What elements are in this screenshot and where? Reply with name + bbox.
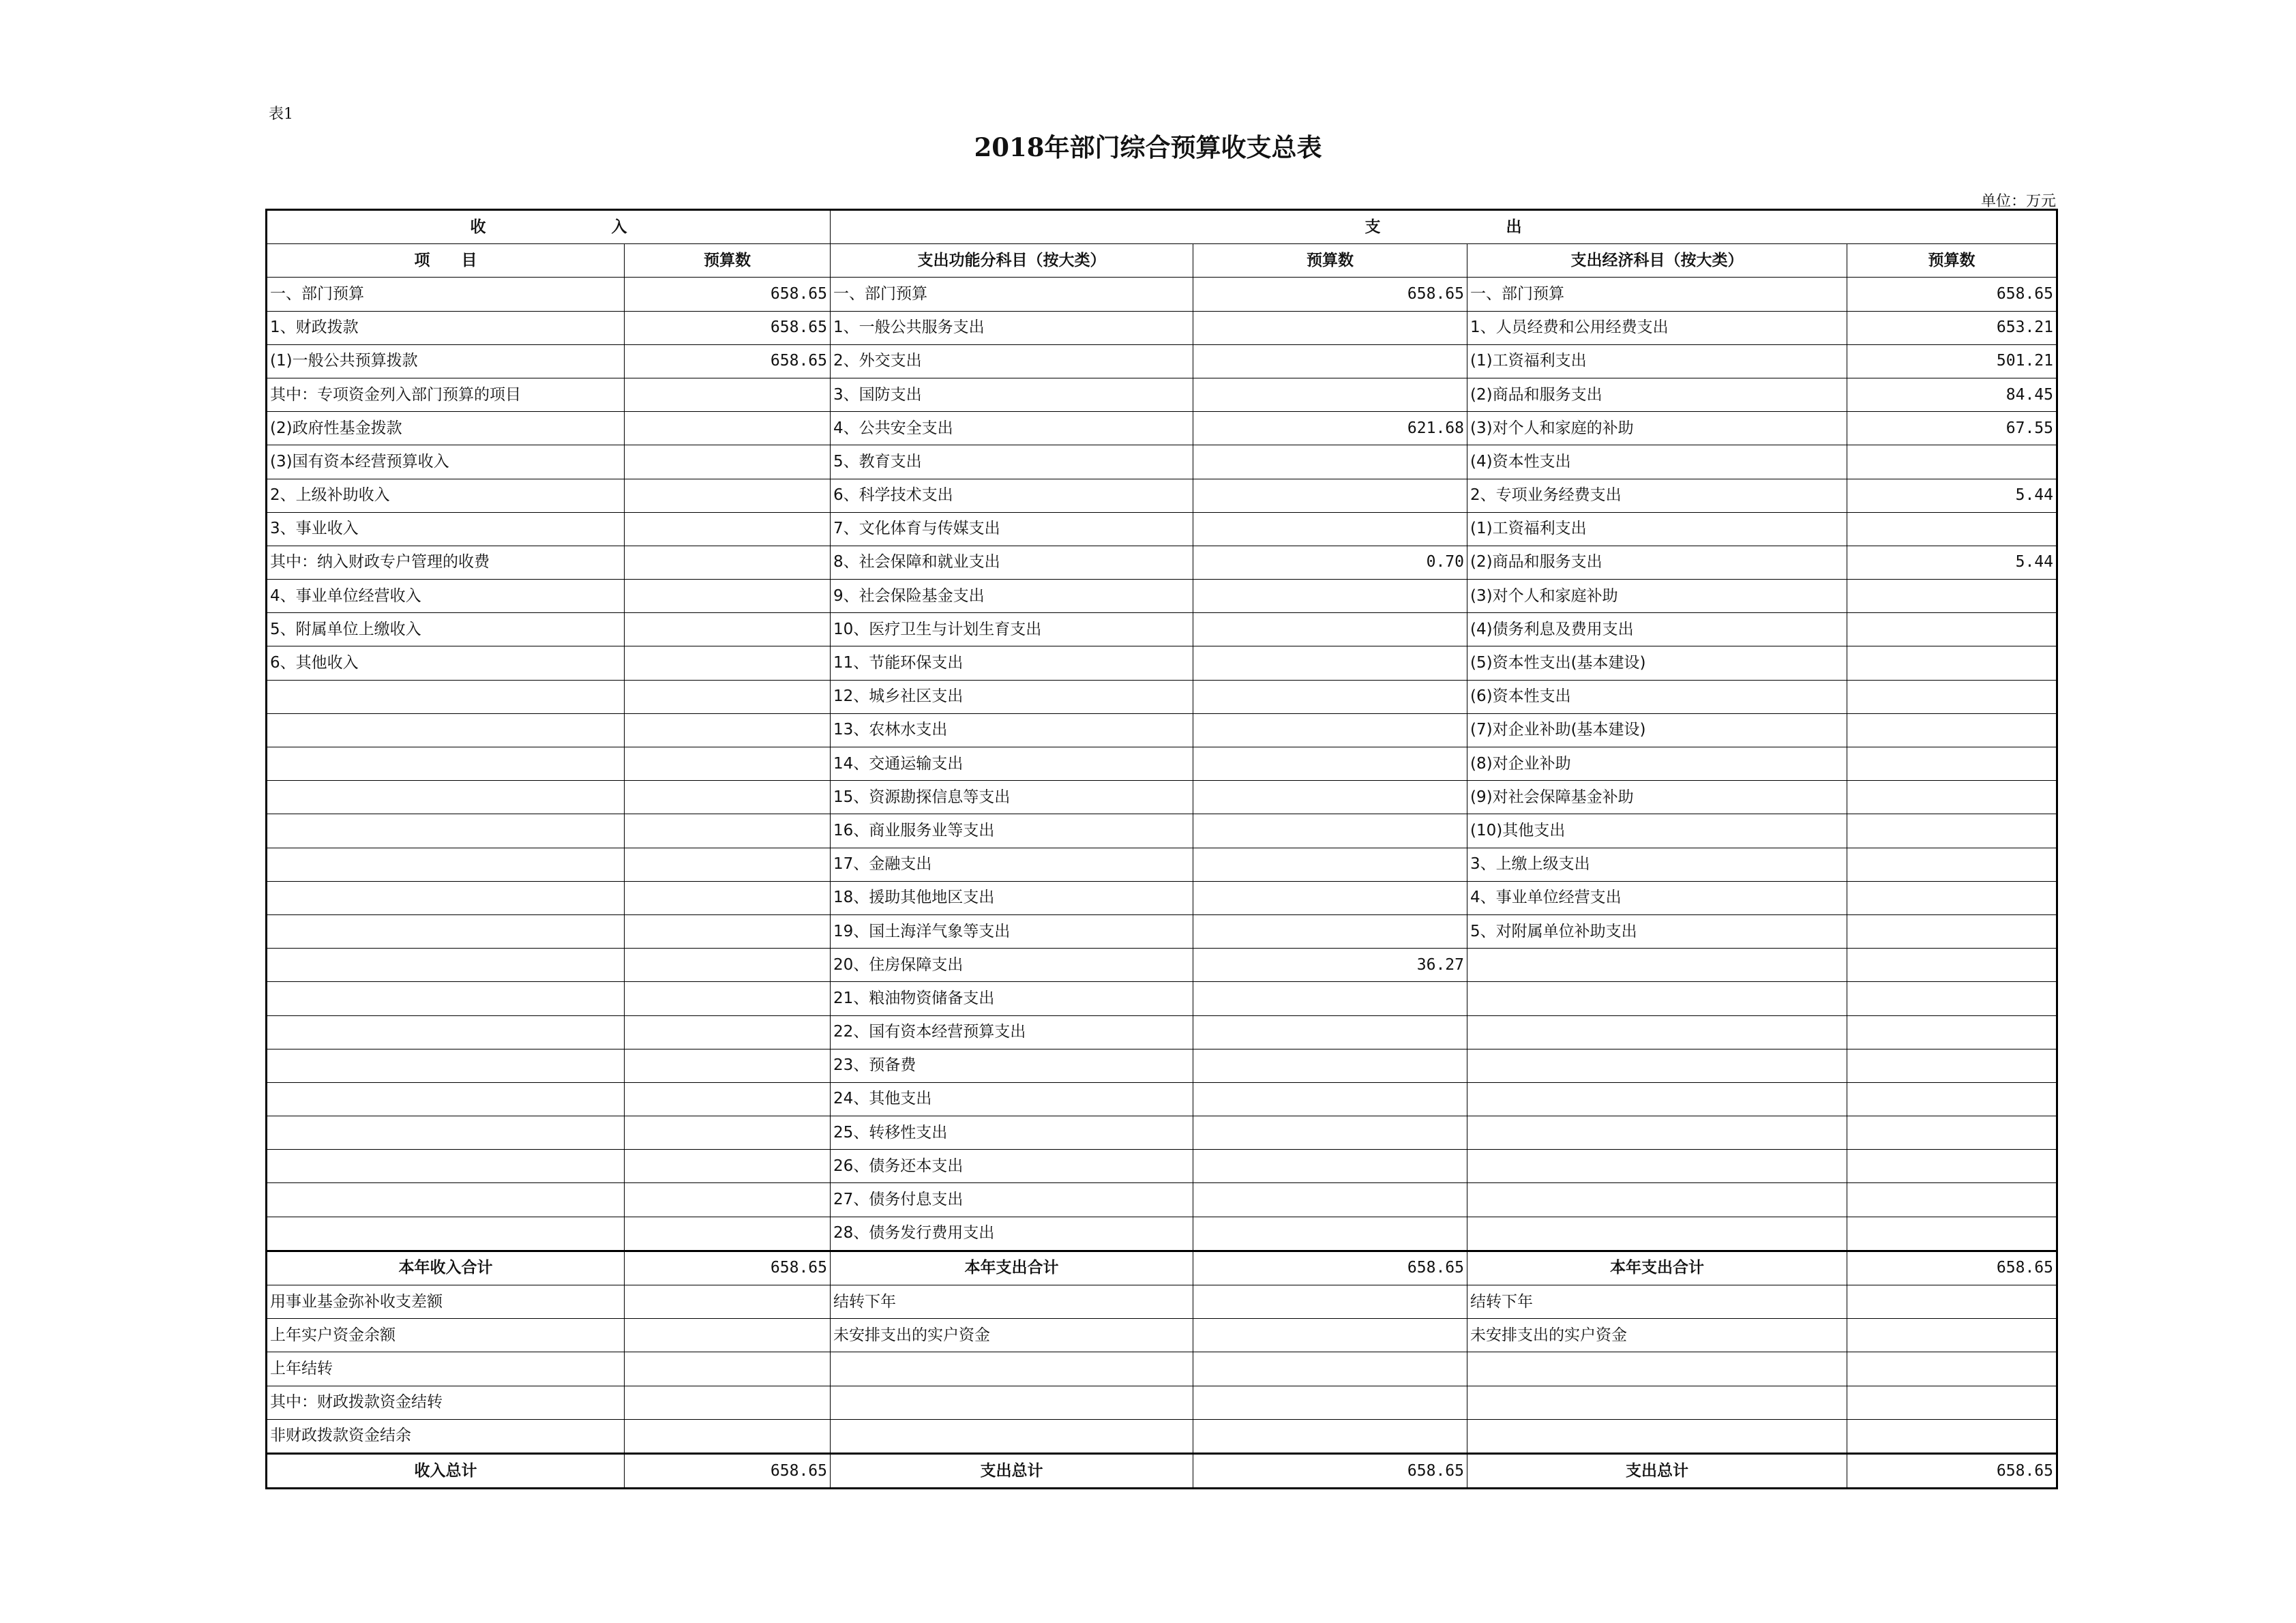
table-row <box>267 982 2057 1015</box>
income-item-cell <box>267 1116 625 1150</box>
income-budget-cell <box>625 1352 831 1386</box>
econ-class-cell: 2、专项业务经费支出 <box>1467 479 1847 512</box>
func-budget-cell <box>1193 1285 1467 1319</box>
func-class-cell: 10、医疗卫生与计划生育支出 <box>831 613 1193 646</box>
func-class-cell: 12、城乡社区支出 <box>831 680 1193 713</box>
func-class-cell: 25、转移性支出 <box>831 1116 1193 1150</box>
func-class-cell: 13、农林水支出 <box>831 713 1193 747</box>
subtotal-row-income-label: 本年收入合计 <box>267 1251 625 1285</box>
func-class-cell: 9、社会保险基金支出 <box>831 580 1193 613</box>
income-budget-cell <box>625 646 831 680</box>
econ-class-cell: 5、对附属单位补助支出 <box>1467 914 1847 948</box>
econ-budget-cell: 658.65 <box>1847 278 2057 311</box>
income-budget-cell <box>625 982 831 1015</box>
func-class-cell: 19、国土海洋气象等支出 <box>831 914 1193 948</box>
func-class-cell: 2、外交支出 <box>831 344 1193 378</box>
econ-budget-cell <box>1847 613 2057 646</box>
econ-class-cell: (4)资本性支出 <box>1467 445 1847 479</box>
func-budget-cell <box>1193 1352 1467 1386</box>
func-class-cell: 27、债务付息支出 <box>831 1183 1193 1217</box>
func-budget-cell <box>1193 680 1467 713</box>
econ-class-cell: 1、人员经费和公用经费支出 <box>1467 311 1847 344</box>
econ-class-cell <box>1467 1183 1847 1217</box>
func-budget-cell <box>1193 1116 1467 1150</box>
table-row <box>267 580 2057 613</box>
econ-budget-cell <box>1847 949 2057 982</box>
econ-class-cell: (10)其他支出 <box>1467 814 1847 848</box>
func-budget-cell: 36.27 <box>1193 949 1467 982</box>
income-budget-cell <box>625 747 831 781</box>
func-budget-cell <box>1193 1419 1467 1453</box>
func-budget-cell <box>1193 646 1467 680</box>
econ-budget-cell <box>1847 982 2057 1015</box>
table-row <box>267 1183 2057 1217</box>
econ-budget-cell: 501.21 <box>1847 344 2057 378</box>
econ-class-cell: (2)商品和服务支出 <box>1467 378 1847 411</box>
income-budget-cell <box>625 1183 831 1217</box>
func-budget-cell <box>1193 982 1467 1015</box>
econ-budget-cell: 5.44 <box>1847 546 2057 579</box>
subtotal-row-econ-value: 658.65 <box>1847 1251 2057 1285</box>
income-budget-cell <box>625 580 831 613</box>
income-item-cell <box>267 781 625 814</box>
subtotal-row-func-value: 658.65 <box>1193 1251 1467 1285</box>
income-item-cell <box>267 1183 625 1217</box>
func-budget-cell <box>1193 814 1467 848</box>
func-budget-cell <box>1193 914 1467 948</box>
income-item-cell <box>267 914 625 948</box>
func-class-cell: 一、部门预算 <box>831 278 1193 311</box>
func-budget-cell <box>1193 580 1467 613</box>
income-budget-cell <box>625 1015 831 1049</box>
econ-class-cell <box>1467 982 1847 1015</box>
column-header-row <box>267 244 2057 278</box>
econ-class-cell: 一、部门预算 <box>1467 278 1847 311</box>
func-budget-cell <box>1193 848 1467 881</box>
econ-class-cell: (5)资本性支出(基本建设) <box>1467 646 1847 680</box>
econ-budget-cell <box>1847 680 2057 713</box>
table-row <box>267 1386 2057 1419</box>
column-header-func-class: 支出功能分科目（按大类） <box>831 244 1193 278</box>
income-item-cell: 上年实户资金余额 <box>267 1319 625 1352</box>
income-item-cell: 其中：专项资金列入部门预算的项目 <box>267 378 625 411</box>
income-item-cell <box>267 881 625 914</box>
econ-class-cell: (8)对企业补助 <box>1467 747 1847 781</box>
income-budget-cell <box>625 814 831 848</box>
func-class-cell: 16、商业服务业等支出 <box>831 814 1193 848</box>
table-row <box>267 814 2057 848</box>
income-item-cell <box>267 814 625 848</box>
table-row <box>267 1015 2057 1049</box>
func-class-cell: 6、科学技术支出 <box>831 479 1193 512</box>
table-row <box>267 613 2057 646</box>
table-row <box>267 1352 2057 1386</box>
func-class-cell: 1、一般公共服务支出 <box>831 311 1193 344</box>
income-item-cell: 非财政拨款资金结余 <box>267 1419 625 1453</box>
income-budget-cell <box>625 479 831 512</box>
income-budget-cell <box>625 1386 831 1419</box>
econ-class-cell <box>1467 1386 1847 1419</box>
econ-budget-cell <box>1847 512 2057 546</box>
func-class-cell: 4、公共安全支出 <box>831 412 1193 445</box>
econ-class-cell: 4、事业单位经营支出 <box>1467 881 1847 914</box>
table-row <box>267 881 2057 914</box>
income-item-cell <box>267 1150 625 1183</box>
income-budget-cell <box>625 412 831 445</box>
econ-budget-cell <box>1847 881 2057 914</box>
econ-class-cell <box>1467 1419 1847 1453</box>
income-budget-cell <box>625 1319 831 1352</box>
table-row <box>267 646 2057 680</box>
econ-budget-cell <box>1847 1386 2057 1419</box>
grand-total-row-func-value: 658.65 <box>1193 1453 1467 1488</box>
func-budget-cell <box>1193 378 1467 411</box>
func-budget-cell <box>1193 311 1467 344</box>
income-item-cell: 2、上级补助收入 <box>267 479 625 512</box>
subtotal-row-func-label: 本年支出合计 <box>831 1251 1193 1285</box>
func-class-cell: 15、资源勘探信息等支出 <box>831 781 1193 814</box>
econ-class-cell: (3)对个人和家庭的补助 <box>1467 412 1847 445</box>
grand-total-row <box>267 1453 2057 1488</box>
income-budget-cell <box>625 445 831 479</box>
column-header-income-budget: 预算数 <box>625 244 831 278</box>
econ-class-cell: (9)对社会保障基金补助 <box>1467 781 1847 814</box>
income-item-cell: 一、部门预算 <box>267 278 625 311</box>
table-row <box>267 848 2057 881</box>
grand-total-row-econ-value: 658.65 <box>1847 1453 2057 1488</box>
income-budget-cell <box>625 546 831 579</box>
func-class-cell: 结转下年 <box>831 1285 1193 1319</box>
func-class-cell: 23、预备费 <box>831 1049 1193 1082</box>
econ-class-cell <box>1467 1352 1847 1386</box>
econ-budget-cell <box>1847 781 2057 814</box>
econ-budget-cell <box>1847 1183 2057 1217</box>
subtotal-row <box>267 1251 2057 1285</box>
income-item-cell <box>267 949 625 982</box>
income-budget-cell <box>625 512 831 546</box>
econ-budget-cell <box>1847 814 2057 848</box>
income-budget-cell <box>625 613 831 646</box>
table-row <box>267 1116 2057 1150</box>
income-item-cell <box>267 747 625 781</box>
econ-class-cell: (2)商品和服务支出 <box>1467 546 1847 579</box>
func-budget-cell <box>1193 512 1467 546</box>
column-header-item: 项 目 <box>267 244 625 278</box>
sheet-label: 表1 <box>269 106 293 123</box>
econ-budget-cell <box>1847 1015 2057 1049</box>
func-class-cell: 21、粮油物资储备支出 <box>831 982 1193 1015</box>
income-item-cell: 3、事业收入 <box>267 512 625 546</box>
income-budget-cell <box>625 1116 831 1150</box>
table-row <box>267 747 2057 781</box>
econ-class-cell: 未安排支出的实户资金 <box>1467 1319 1847 1352</box>
expense-section-header: 支 出 <box>831 210 2057 244</box>
func-class-cell <box>831 1419 1193 1453</box>
table-row <box>267 914 2057 948</box>
table-row <box>267 546 2057 579</box>
table-row <box>267 781 2057 814</box>
func-budget-cell: 0.70 <box>1193 546 1467 579</box>
income-budget-cell <box>625 1217 831 1251</box>
table-row <box>267 680 2057 713</box>
income-budget-cell <box>625 1419 831 1453</box>
table-row <box>267 512 2057 546</box>
income-budget-cell <box>625 949 831 982</box>
income-item-cell: 其中：纳入财政专户管理的收费 <box>267 546 625 579</box>
func-class-cell: 8、社会保障和就业支出 <box>831 546 1193 579</box>
func-budget-cell <box>1193 1015 1467 1049</box>
func-budget-cell <box>1193 1049 1467 1082</box>
table-row <box>267 445 2057 479</box>
econ-class-cell: (7)对企业补助(基本建设) <box>1467 713 1847 747</box>
income-item-cell: 6、其他收入 <box>267 646 625 680</box>
income-budget-cell <box>625 1049 831 1082</box>
econ-budget-cell <box>1847 1116 2057 1150</box>
table-row <box>267 311 2057 344</box>
econ-budget-cell: 5.44 <box>1847 479 2057 512</box>
func-budget-cell <box>1193 445 1467 479</box>
econ-budget-cell <box>1847 713 2057 747</box>
income-item-cell: 1、财政拨款 <box>267 311 625 344</box>
econ-class-cell: (1)工资福利支出 <box>1467 512 1847 546</box>
grand-total-row-econ-label: 支出总计 <box>1467 1453 1847 1488</box>
table-row <box>267 949 2057 982</box>
econ-class-cell <box>1467 1082 1847 1116</box>
income-item-cell: (3)国有资本经营预算收入 <box>267 445 625 479</box>
econ-budget-cell <box>1847 1049 2057 1082</box>
income-budget-cell <box>625 781 831 814</box>
func-class-cell: 24、其他支出 <box>831 1082 1193 1116</box>
table-row <box>267 1319 2057 1352</box>
econ-class-cell <box>1467 949 1847 982</box>
table-row <box>267 278 2057 311</box>
econ-class-cell <box>1467 1049 1847 1082</box>
econ-budget-cell: 67.55 <box>1847 412 2057 445</box>
func-budget-cell <box>1193 613 1467 646</box>
table-row <box>267 378 2057 411</box>
econ-class-cell: (4)债务利息及费用支出 <box>1467 613 1847 646</box>
table-row <box>267 479 2057 512</box>
func-budget-cell <box>1193 713 1467 747</box>
func-budget-cell <box>1193 1183 1467 1217</box>
table-row <box>267 1049 2057 1082</box>
econ-budget-cell <box>1847 1285 2057 1319</box>
income-budget-cell <box>625 713 831 747</box>
table-row <box>267 1217 2057 1251</box>
func-class-cell: 5、教育支出 <box>831 445 1193 479</box>
page-title: 2018年部门综合预算收支总表 <box>974 132 1322 162</box>
income-item-cell: 4、事业单位经营收入 <box>267 580 625 613</box>
income-budget-cell: 658.65 <box>625 311 831 344</box>
func-class-cell: 11、节能环保支出 <box>831 646 1193 680</box>
income-budget-cell <box>625 680 831 713</box>
table-row <box>267 1150 2057 1183</box>
econ-budget-cell <box>1847 848 2057 881</box>
func-class-cell: 14、交通运输支出 <box>831 747 1193 781</box>
income-budget-cell <box>625 848 831 881</box>
budget-table <box>265 209 2058 1489</box>
func-class-cell <box>831 1352 1193 1386</box>
func-class-cell: 7、文化体育与传媒支出 <box>831 512 1193 546</box>
econ-class-cell <box>1467 1116 1847 1150</box>
table-row <box>267 1419 2057 1453</box>
grand-total-row-income-value: 658.65 <box>625 1453 831 1488</box>
func-class-cell: 3、国防支出 <box>831 378 1193 411</box>
income-budget-cell <box>625 1285 831 1319</box>
income-budget-cell <box>625 1150 831 1183</box>
income-budget-cell <box>625 378 831 411</box>
func-class-cell: 28、债务发行费用支出 <box>831 1217 1193 1251</box>
func-class-cell: 18、援助其他地区支出 <box>831 881 1193 914</box>
econ-budget-cell <box>1847 914 2057 948</box>
func-budget-cell <box>1193 344 1467 378</box>
econ-budget-cell <box>1847 1352 2057 1386</box>
econ-budget-cell <box>1847 1217 2057 1251</box>
econ-budget-cell <box>1847 445 2057 479</box>
func-class-cell: 26、债务还本支出 <box>831 1150 1193 1183</box>
income-item-cell: 其中：财政拨款资金结转 <box>267 1386 625 1419</box>
func-budget-cell <box>1193 1386 1467 1419</box>
income-item-cell <box>267 982 625 1015</box>
func-budget-cell <box>1193 1319 1467 1352</box>
income-budget-cell: 658.65 <box>625 278 831 311</box>
table-row <box>267 412 2057 445</box>
func-budget-cell: 658.65 <box>1193 278 1467 311</box>
func-budget-cell: 621.68 <box>1193 412 1467 445</box>
func-budget-cell <box>1193 1082 1467 1116</box>
income-item-cell: 5、附属单位上缴收入 <box>267 613 625 646</box>
income-item-cell: (2)政府性基金拨款 <box>267 412 625 445</box>
income-item-cell <box>267 1015 625 1049</box>
table-row <box>267 344 2057 378</box>
func-budget-cell <box>1193 1217 1467 1251</box>
econ-budget-cell: 84.45 <box>1847 378 2057 411</box>
func-class-cell: 17、金融支出 <box>831 848 1193 881</box>
income-item-cell <box>267 713 625 747</box>
column-header-func-budget: 预算数 <box>1193 244 1467 278</box>
income-budget-cell <box>625 881 831 914</box>
func-budget-cell <box>1193 881 1467 914</box>
econ-budget-cell <box>1847 1150 2057 1183</box>
column-header-econ-budget: 预算数 <box>1847 244 2057 278</box>
func-class-cell: 22、国有资本经营预算支出 <box>831 1015 1193 1049</box>
func-budget-cell <box>1193 1150 1467 1183</box>
econ-class-cell: 3、上缴上级支出 <box>1467 848 1847 881</box>
income-budget-cell: 658.65 <box>625 344 831 378</box>
econ-class-cell <box>1467 1217 1847 1251</box>
subtotal-row-income-value: 658.65 <box>625 1251 831 1285</box>
func-class-cell <box>831 1386 1193 1419</box>
econ-budget-cell <box>1847 1419 2057 1453</box>
func-budget-cell <box>1193 747 1467 781</box>
econ-class-cell: (1)工资福利支出 <box>1467 344 1847 378</box>
econ-class-cell <box>1467 1150 1847 1183</box>
econ-class-cell: (6)资本性支出 <box>1467 680 1847 713</box>
econ-budget-cell <box>1847 1082 2057 1116</box>
income-budget-cell <box>625 1082 831 1116</box>
income-item-cell <box>267 1082 625 1116</box>
income-item-cell: 上年结转 <box>267 1352 625 1386</box>
income-section-header: 收 入 <box>267 210 831 244</box>
func-class-cell: 20、住房保障支出 <box>831 949 1193 982</box>
econ-budget-cell <box>1847 646 2057 680</box>
table-row <box>267 1082 2057 1116</box>
income-item-cell <box>267 1049 625 1082</box>
income-item-cell: (1)一般公共预算拨款 <box>267 344 625 378</box>
func-budget-cell <box>1193 781 1467 814</box>
income-item-cell: 用事业基金弥补收支差额 <box>267 1285 625 1319</box>
func-budget-cell <box>1193 479 1467 512</box>
grand-total-row-func-label: 支出总计 <box>831 1453 1193 1488</box>
func-class-cell: 未安排支出的实户资金 <box>831 1319 1193 1352</box>
column-header-econ-class: 支出经济科目（按大类） <box>1467 244 1847 278</box>
econ-class-cell <box>1467 1015 1847 1049</box>
table-row <box>267 713 2057 747</box>
econ-class-cell: (3)对个人和家庭补助 <box>1467 580 1847 613</box>
grand-total-row-income-label: 收入总计 <box>267 1453 625 1488</box>
econ-class-cell: 结转下年 <box>1467 1285 1847 1319</box>
income-item-cell <box>267 848 625 881</box>
section-header-row <box>267 210 2057 244</box>
table-row <box>267 1285 2057 1319</box>
income-item-cell <box>267 1217 625 1251</box>
econ-budget-cell <box>1847 747 2057 781</box>
income-budget-cell <box>625 914 831 948</box>
income-item-cell <box>267 680 625 713</box>
unit-label: 单位：万元 <box>1980 193 2056 210</box>
subtotal-row-econ-label: 本年支出合计 <box>1467 1251 1847 1285</box>
econ-budget-cell <box>1847 580 2057 613</box>
econ-budget-cell: 653.21 <box>1847 311 2057 344</box>
econ-budget-cell <box>1847 1319 2057 1352</box>
